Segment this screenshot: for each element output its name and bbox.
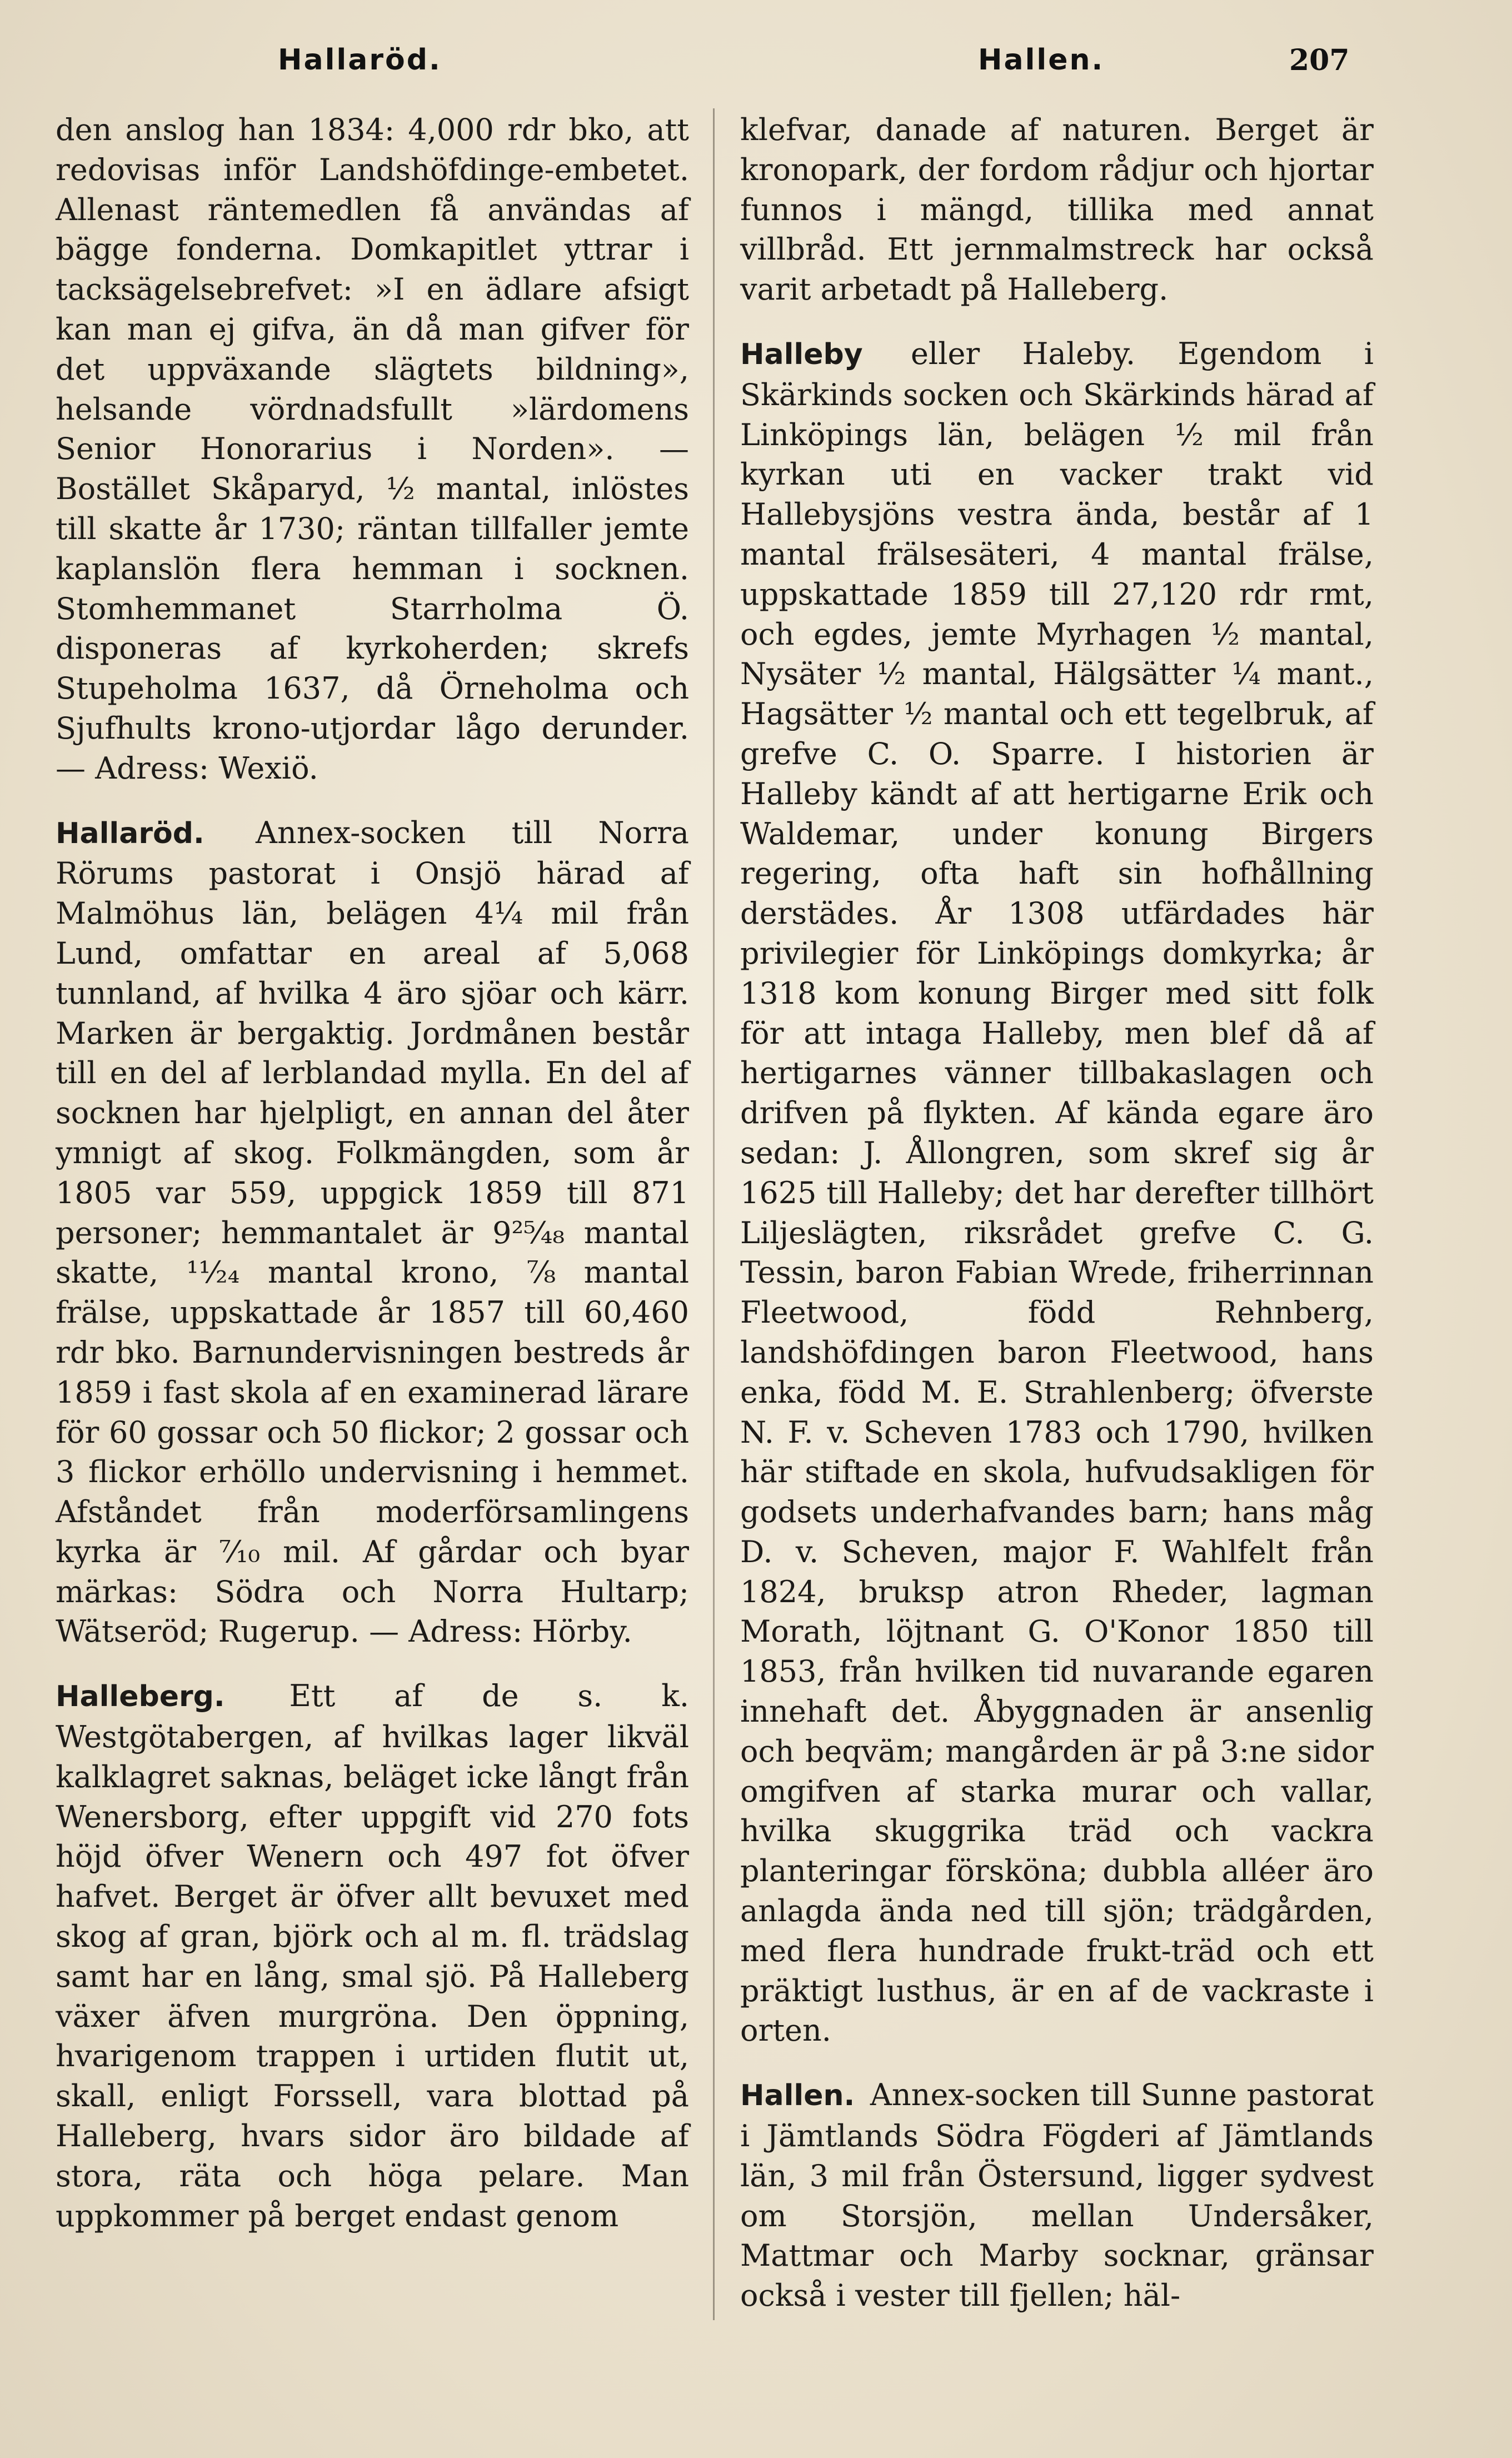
right-column [740, 110, 1374, 2316]
entry-halleberg [56, 1676, 689, 2236]
entry-text-halleby: eller Haleby. Egendom i Skärkinds socken och Skärkinds härad af Linköpings län, belägen ½ mil från kyrkan uti en vacker trakt vid Hallebysjöns vestra ända, består af 1 mantal frälsesäteri, 4 mantal frälse, uppskattade 1859 till 27,120 rdr rmt, och egdes, jemte Myrhagen ½ mantal, Nysäter ½ mantal, Hälgsätter ¼ mant., Hagsätter ½ mantal och ett tegelbruk, af grefve C. O. Sparre. I historien är Halleby kändt af att hertigarne Erik och Waldemar, under konung Birgers regering, ofta haft sin hofhållning derstädes. År 1308 utfärdades här privilegier för Linköpings domkyrka; år 1318 kom konung Birger med sitt folk för att intaga Halleby, men blef då af hertigarnes vänner tillbakaslagen och drifven på flykten. Af kända egare äro sedan: J. Ållongren, som skref sig år 1625 till Halleby; det har derefter tillhört Liljeslägten, riksrådet grefve C. G. Tessin, baron Fabian Wrede, friherrinnan Fleetwood, född Rehnberg, landshöfdingen baron Fleetwood, hans enka, född M. E. Strahlenberg; öfverste N. F. v. Scheven 1783 och 1790, hvilken här stiftade en skola, hufvudsakligen för godsets underhafvandes barn; hans måg D. v. Scheven, major F. Wahlfelt från 1824, bruksp atron Rheder, lagman Morath, löjtnant G. O'Konor 1850 till 1853, från hvilken tid nuvarande egaren innehaft det. Åbyggnaden är ansenlig och beqväm; mangården är på 3:ne sidor omgifven af starka murar och vallar, hvilka skuggrika träd och vackra planteringar försköna; dubbla alléer äro anlagda ända ned till sjön; trädgården, med flera hundrade frukt-träd och ett präktigt lusthus, är en af de vackraste i orten. [740, 336, 1374, 2048]
headword-halleby: Halleby [740, 337, 863, 371]
headword-hallen: Hallen. [740, 2079, 855, 2113]
running-head-left: Hallaröd. [278, 43, 442, 77]
right-continuation-paragraph: klefvar, danade af naturen. Berget är kronopark, der fordom rådjur och hjortar funnos i mängd, tillika med annat villbråd. Ett jernmalmstreck har också varit arbetadt på Halleberg. [740, 112, 1374, 307]
headword-hallarod: Hallaröd. [56, 816, 204, 850]
entry-text-hallarod: Annex-socken till Norra Rörums pastorat i Onsjö härad af Malmöhus län, belägen 4¼ mil från Lund, omfattar en areal af 5,068 tunnland, af hvilka 4 äro sjöar och kärr. Marken är bergaktig. Jordmånen består till en del af lerblandad mylla. En del af socknen har hjelpligt, en annan del åter ymnigt af skog. Folkmängden, som år 1805 var 559, uppgick 1859 till 871 personer; hemmantalet är 9²⁵⁄₄₈ mantal skatte, ¹¹⁄₂₄ mantal krono, ⁷⁄₈ mantal frälse, uppskattade år 1857 till 60,460 rdr bko. Barnundervisningen bestreds år 1859 i fast skola af en examinerad lärare för 60 gossar och 50 flickor; 2 gossar och 3 flickor erhöllo undervisning i hemmet. Afståndet från moderförsamlingens kyrka är ⁷⁄₁₀ mil. Af gårdar och byar märkas: Södra och Norra Hultarp; Wätseröd; Rugerup. — Adress: Hörby. [56, 815, 689, 1649]
page-number: 207 [1289, 43, 1350, 77]
entry-halleby [740, 334, 1374, 2051]
entry-text-halleberg: Ett af de s. k. Westgötabergen, af hvilkas lager likväl kalklagret saknas, beläget icke långt från Wenersborg, efter uppgift vid 270 fots höjd öfver Wenern och 497 fot öfver hafvet. Berget är öfver allt bevuxet med skog af gran, björk och al m. fl. trädslag samt har en lång, smal sjö. På Halleberg växer äfven murgröna. Den öppning, hvarigenom trappen i urtiden flutit ut, skall, enligt Forssell, vara blottad på Halleberg, hvars sidor äro bildade af stora, räta och höga pelare. Man uppkommer på berget endast genom [56, 1678, 689, 2233]
left-column [56, 110, 689, 2236]
running-head-right: Hallen. [978, 43, 1105, 77]
column-divider [713, 108, 715, 2320]
entry-hallarod [56, 813, 689, 1652]
headword-halleberg: Halleberg. [56, 1680, 225, 1714]
left-continuation-paragraph: den anslog han 1834: 4,000 rdr bko, att redovisas inför Landshöfdinge-embetet. Allenast räntemedlen få användas af bägge fonderna. Domkapitlet yttrar i tacksägelsebrefvet: »I en ädlare afsigt kan man ej gifva, än då man gifver för det uppväxande slägtets bildning», helsande vördnadsfullt »lärdomens Senior Honorarius i Norden». — Bostället Skåparyd, ½ mantal, inlöstes till skatte år 1730; räntan tillfaller jemte kaplanslön flera hemman i socknen. Stomhemmanet Starrholma Ö. disponeras af kyrkoherden; skrefs Stupeholma 1637, då Örneholma och Sjufhults krono-utjordar lågo derunder. — Adress: Wexiö. [56, 112, 689, 786]
entry-text-hallen: Annex-socken till Sunne pastorat i Jämtlands Södra Fögderi af Jämtlands län, 3 mil från Östersund, ligger sydvest om Storsjön, mellan Undersåker, Mattmar och Marby socknar, gränsar också i vester till fjellen; häl- [740, 2077, 1374, 2314]
entry-hallen [740, 2075, 1374, 2316]
